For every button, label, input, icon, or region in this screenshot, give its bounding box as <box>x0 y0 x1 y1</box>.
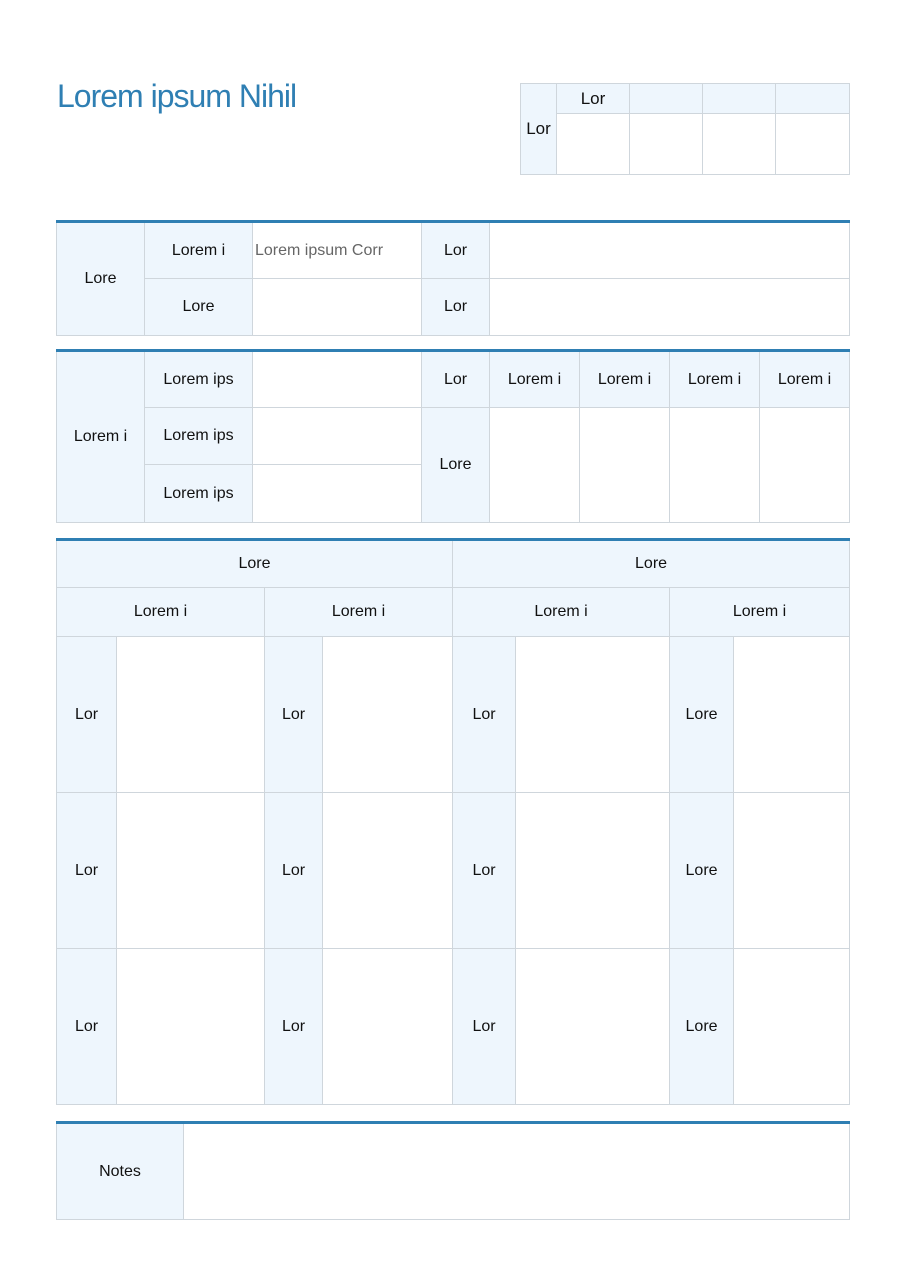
section-1-table <box>56 220 850 336</box>
section-1-group-label: Lore <box>57 222 145 336</box>
section-2-row-input[interactable] <box>253 465 422 523</box>
section-2-col-input[interactable] <box>490 408 580 523</box>
section-1-row2-input[interactable] <box>253 279 422 336</box>
section-2-row-label: Lorem ips <box>145 408 253 465</box>
section-3-subhead: Lorem i <box>57 588 265 637</box>
section-2-col-input[interactable] <box>580 408 670 523</box>
section-1-row1-label: Lorem i <box>145 222 253 279</box>
section-2-mid-side: Lore <box>422 408 490 523</box>
section-1-row2-right-label: Lor <box>422 279 490 336</box>
section-3-row-label: Lore <box>670 949 734 1105</box>
section-3-input-cell[interactable] <box>734 793 850 949</box>
section-2-row-input[interactable] <box>253 351 422 408</box>
approval-sign-cell[interactable] <box>703 114 776 175</box>
section-3-input-cell[interactable] <box>117 793 265 949</box>
section-1-row1-right-label: Lor <box>422 222 490 279</box>
section-2-mid-head: Lor <box>422 351 490 408</box>
section-2-row-label: Lorem ips <box>145 465 253 523</box>
section-3-input-cell[interactable] <box>734 637 850 793</box>
section-3-input-cell[interactable] <box>117 637 265 793</box>
section-2-row-input[interactable] <box>253 408 422 465</box>
section-3-row-label: Lore <box>670 637 734 793</box>
section-3-input-cell[interactable] <box>323 793 453 949</box>
section-1-row2-right-input[interactable] <box>490 279 850 336</box>
section-3-subhead: Lorem i <box>453 588 670 637</box>
section-2-col-head: Lorem i <box>670 351 760 408</box>
approval-box <box>520 83 850 175</box>
notes-label: Notes <box>57 1123 184 1220</box>
section-3-input-cell[interactable] <box>323 949 453 1105</box>
section-3-table <box>56 538 850 1105</box>
section-3-row-label: Lor <box>453 637 516 793</box>
section-3-input-cell[interactable] <box>117 949 265 1105</box>
section-3-row-label: Lore <box>670 793 734 949</box>
approval-side-label: Lor <box>521 84 557 175</box>
section-2-col-head: Lorem i <box>490 351 580 408</box>
section-3-row-label: Lor <box>265 637 323 793</box>
section-3-input-cell[interactable] <box>516 637 670 793</box>
approval-head-cell <box>776 84 850 114</box>
notes-input[interactable] <box>184 1123 850 1220</box>
section-3-input-cell[interactable] <box>516 949 670 1105</box>
section-3-group-head: Lore <box>453 540 850 588</box>
section-3-subhead: Lorem i <box>265 588 453 637</box>
section-3-row-label: Lor <box>265 793 323 949</box>
section-1-row1-input[interactable]: Lorem ipsum Corr <box>253 222 422 279</box>
page-title: Lorem ipsum Nihil <box>57 78 297 114</box>
approval-sign-cell[interactable] <box>557 114 630 175</box>
section-3-row-label: Lor <box>57 793 117 949</box>
section-2-col-head: Lorem i <box>760 351 850 408</box>
section-3-input-cell[interactable] <box>734 949 850 1105</box>
approval-head-cell <box>630 84 703 114</box>
section-3-row-label: Lor <box>265 949 323 1105</box>
section-3-row-label: Lor <box>57 637 117 793</box>
notes-table <box>56 1121 850 1220</box>
approval-head-cell <box>703 84 776 114</box>
section-3-row-label: Lor <box>453 793 516 949</box>
section-2-col-input[interactable] <box>670 408 760 523</box>
section-1-row2-label: Lore <box>145 279 253 336</box>
section-2-table <box>56 349 850 523</box>
section-3-input-cell[interactable] <box>323 637 453 793</box>
section-2-group-label: Lorem i <box>57 351 145 523</box>
section-3-input-cell[interactable] <box>516 793 670 949</box>
section-2-row-label: Lorem ips <box>145 351 253 408</box>
section-3-row-label: Lor <box>453 949 516 1105</box>
section-3-row-label: Lor <box>57 949 117 1105</box>
section-3-subhead: Lorem i <box>670 588 850 637</box>
approval-sign-cell[interactable] <box>776 114 850 175</box>
approval-sign-cell[interactable] <box>630 114 703 175</box>
approval-head-label: Lor <box>557 84 630 114</box>
section-2-col-head: Lorem i <box>580 351 670 408</box>
section-3-group-head: Lore <box>57 540 453 588</box>
section-1-row1-right-input[interactable] <box>490 222 850 279</box>
section-2-col-input[interactable] <box>760 408 850 523</box>
